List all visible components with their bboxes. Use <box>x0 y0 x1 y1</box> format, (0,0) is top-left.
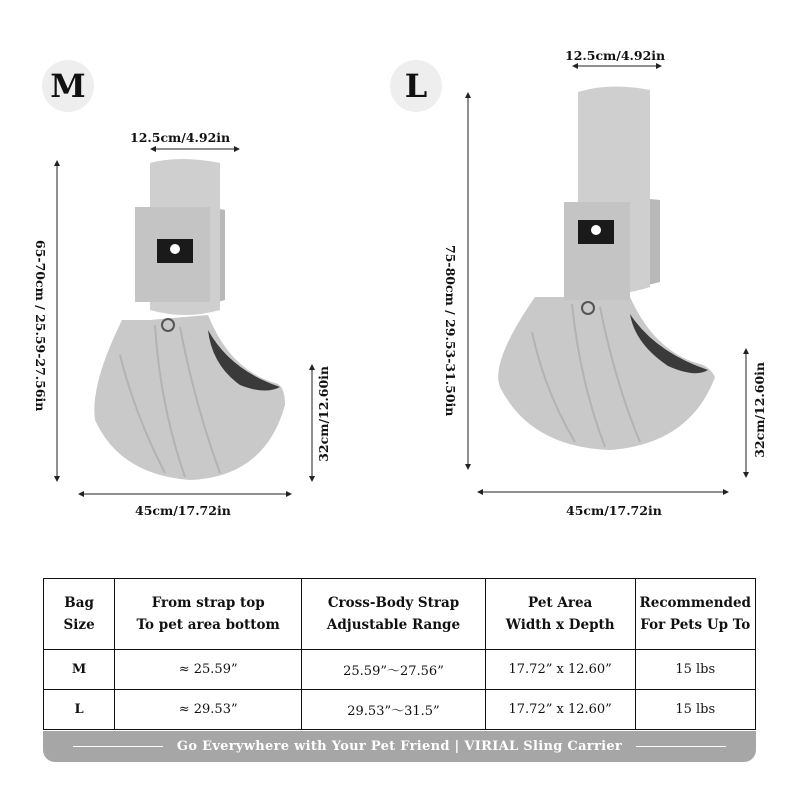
table-cell: ≈ 29.53” <box>115 690 302 730</box>
header-strap-length: From strap top To pet area bottom <box>115 579 302 650</box>
l-height-label: 75-80cm / 29.53-31.50in <box>443 245 458 417</box>
m-top-width-label: 12.5cm/4.92in <box>130 130 231 145</box>
table-cell: M <box>44 650 115 690</box>
header-bag-size: Bag Size <box>44 579 115 650</box>
l-bag-image <box>490 82 720 454</box>
table-cell: 15 lbs <box>635 690 755 730</box>
table-row <box>44 690 756 730</box>
table-header-row <box>44 579 756 650</box>
footer-banner <box>43 731 756 762</box>
l-top-width-arrow <box>572 61 662 71</box>
table-row <box>44 650 756 690</box>
footer-rule-left <box>73 746 163 747</box>
l-top-width-label: 12.5cm/4.92in <box>565 48 666 63</box>
m-top-width-arrow <box>150 144 240 154</box>
table-cell: L <box>44 690 115 730</box>
m-depth-label: 32cm/12.60in <box>316 366 331 462</box>
m-bottom-width-label: 45cm/17.72in <box>135 503 231 518</box>
l-height-arrow <box>463 92 473 470</box>
m-bottom-width-arrow <box>78 489 292 499</box>
table-cell: 15 lbs <box>635 650 755 690</box>
l-bottom-width-arrow <box>477 487 729 497</box>
footer-rule-right <box>636 746 726 747</box>
header-pet-area: Pet Area Width x Depth <box>485 579 635 650</box>
table-cell: 29.53”～31.5” <box>302 690 486 730</box>
m-bag-image <box>80 155 300 490</box>
l-bottom-width-label: 45cm/17.72in <box>566 503 662 518</box>
table-cell: 17.72” x 12.60” <box>485 690 635 730</box>
m-height-arrow <box>52 160 62 482</box>
l-depth-arrow <box>741 348 751 478</box>
m-height-label: 65-70cm / 25.59-27.56in <box>33 240 48 412</box>
size-table <box>43 578 756 730</box>
header-adjustable-range: Cross-Body Strap Adjustable Range <box>302 579 486 650</box>
table-cell: 25.59”～27.56” <box>302 650 486 690</box>
header-recommended: Recommended For Pets Up To <box>635 579 755 650</box>
size-badge-l: L <box>390 60 442 112</box>
table-cell: 17.72” x 12.60” <box>485 650 635 690</box>
l-depth-label: 32cm/12.60in <box>752 362 767 458</box>
table-cell: ≈ 25.59” <box>115 650 302 690</box>
size-badge-m: M <box>42 60 94 112</box>
footer-text: Go Everywhere with Your Pet Friend | VIRIAL Sling Carrier <box>176 739 623 754</box>
